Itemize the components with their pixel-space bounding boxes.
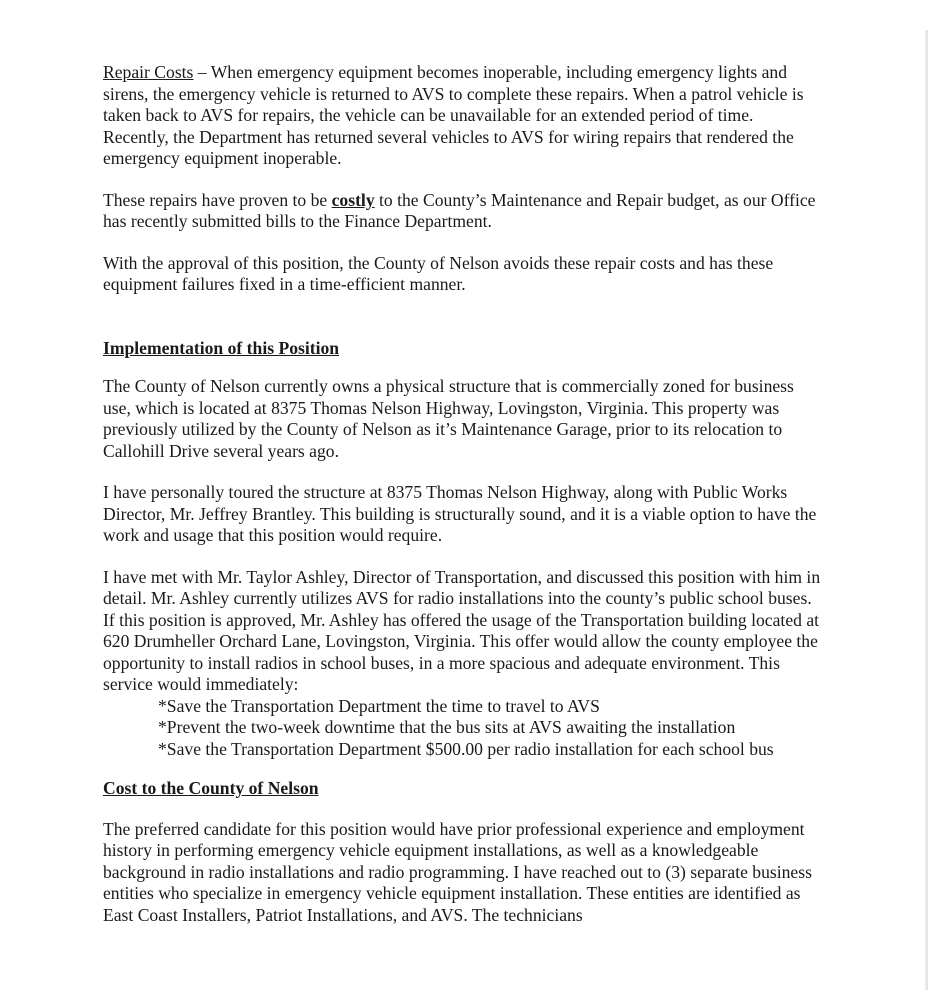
structure-paragraph: The County of Nelson currently owns a physical structure that is commercially zoned for business use, which is located at 8375 Thomas Nelson Highway, Lovingston, Virginia. This property was previously utilized by the County of Nelson as it’s Maintenance Garage, prior to its relocation to Callohill Drive several years ago. xyxy=(103,376,794,461)
costly-after: to the County’s Maintenance and Repair budget, as our Office has recently submitted bills to the Finance Department. xyxy=(103,189,816,231)
cost-heading: Cost to the County of Nelson xyxy=(103,778,319,798)
implementation-heading: Implementation of this Position xyxy=(103,337,340,358)
repair-costs-label: Repair Costs xyxy=(103,62,194,82)
repair-costs-text: – When emergency equipment becomes inoperable, including emergency lights and sirens, the emergency vehicle is returned to AVS to complete these repairs. When a patrol vehicle is taken back to AVS for repairs, the vehicle can be unavailable for an extended period of time. Recently, the Department has returned several vehicles to AVS for wiring repairs that rendered the emergency equipment inoperable. xyxy=(103,62,804,168)
costly-emphasis: costly xyxy=(331,189,375,210)
met-paragraph: I have met with Mr. Taylor Ashley, Director of Transportation, and discussed this position with him in detail. Mr. Ashley currently utilizes AVS for radio installations into the county’s public school buses. If this position is approved, Mr. Ashley has offered the usage of the Transportation building located at 620 Drumheller Orchard Lane, Lovingston, Virginia. This offer would allow the county employee the opportunity to install radios in school buses, in a more spacious and adequate environment. This service would immediately: xyxy=(103,566,821,694)
costly-paragraph xyxy=(103,190,823,233)
approval-paragraph: With the approval of this position, the County of Nelson avoids these repair costs and has these equipment failures fixed in a time-efficient manner. xyxy=(103,252,774,294)
list-item: *Save the Transportation Department $500.00 per radio installation for each school bus xyxy=(158,738,774,759)
list-item: *Prevent the two-week downtime that the bus sits at AVS awaiting the installation xyxy=(158,717,736,737)
list-item: *Save the Transportation Department the time to travel to AVS xyxy=(158,695,600,716)
document-body xyxy=(103,62,823,926)
repair-costs-paragraph xyxy=(103,62,823,170)
toured-paragraph: I have personally toured the structure at 8375 Thomas Nelson Highway, along with Public Works Director, Mr. Jeffrey Brantley. This building is structurally sound, and it is a viable option to have the work and usage that this position would require. xyxy=(103,482,817,545)
costly-before: These repairs have proven to be xyxy=(103,189,332,210)
candidate-paragraph: The preferred candidate for this position would have prior professional experience and employment history in performing emergency vehicle equipment installations, as well as a knowledgeable background in radio installations and radio programming. I have reached out to (3) separate business entities who specialize in emergency vehicle equipment installation. These entities are identified as East Coast Installers, Patriot Installations, and AVS. The technicians xyxy=(103,818,812,925)
service-list xyxy=(103,696,823,761)
